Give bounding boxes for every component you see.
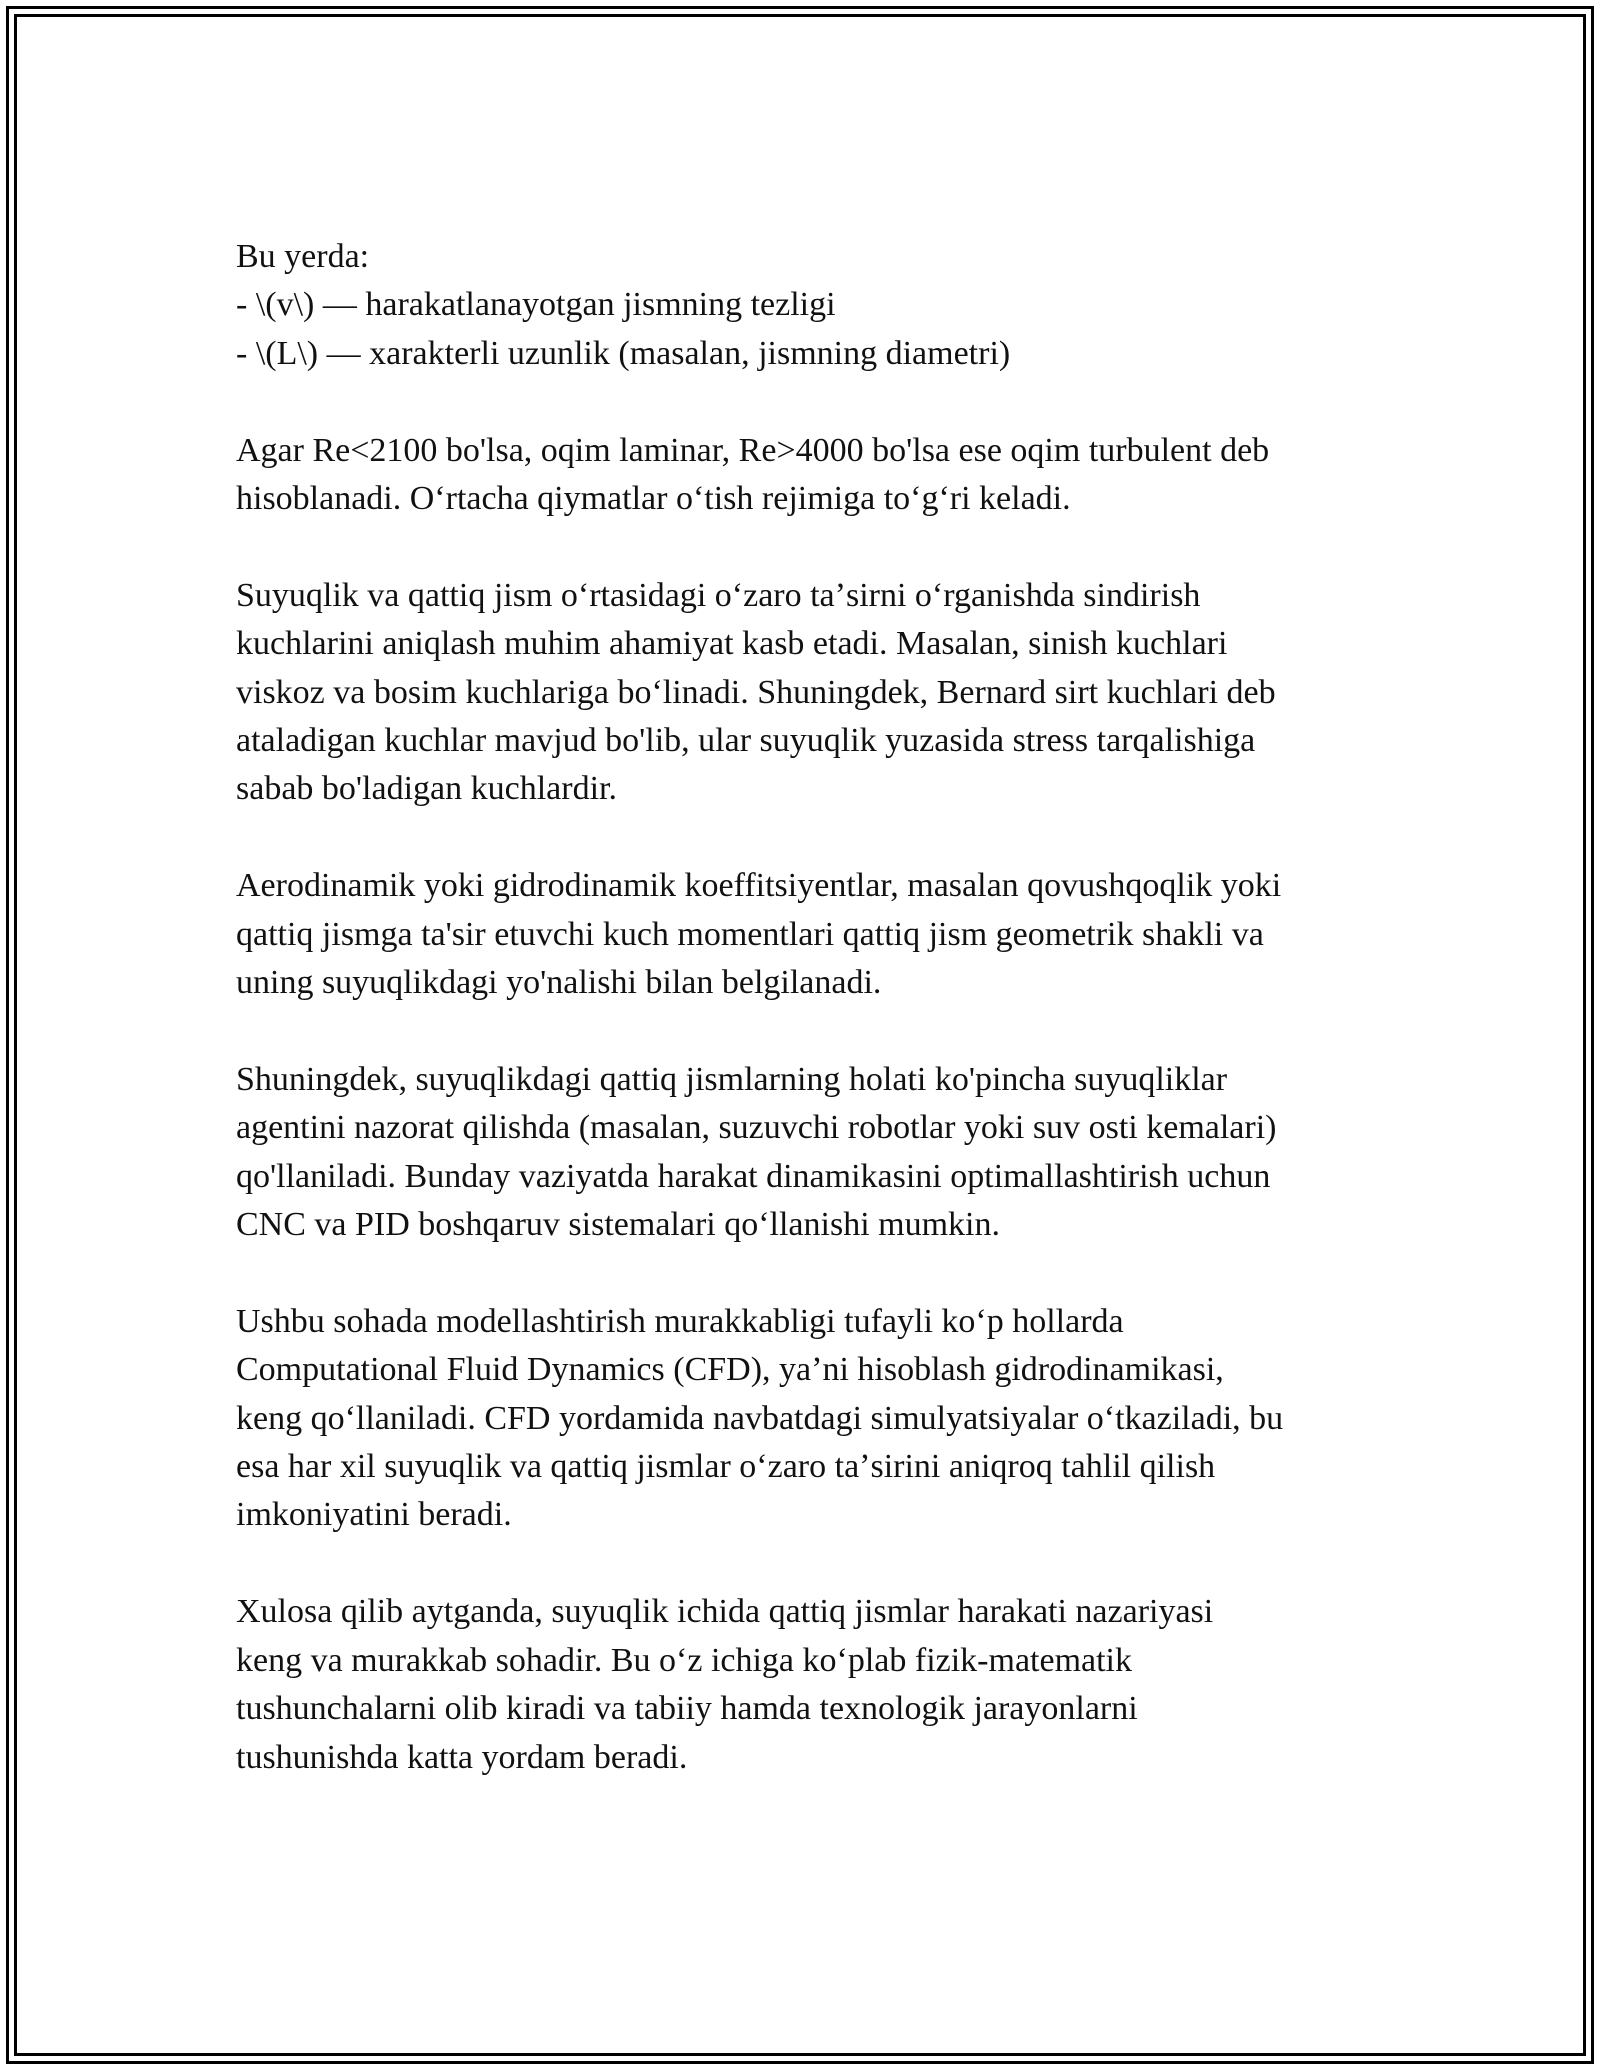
paragraph-line: Agar Re<2100 bo'lsa, oqim laminar, Re>4000 bo'lsa ese oqim turbulent deb xyxy=(236,431,1270,469)
paragraph-line: hisoblanadi. Oʻrtacha qiymatlar oʻtish rejimiga toʻgʻri keladi. xyxy=(236,480,1071,518)
paragraph-conclusion xyxy=(236,1588,1386,1782)
paragraph-line: Computational Fluid Dynamics (CFD), yaʼni hisoblash gidrodinamikasi, xyxy=(236,1351,1224,1389)
paragraph-line: tushunishda katta yordam beradi. xyxy=(236,1738,688,1776)
intro-heading: Bu yerda: xyxy=(236,238,370,275)
paragraph-line: Xulosa qilib aytganda, suyuqlik ichida qattiq jismlar harakati nazariyasi xyxy=(236,1593,1214,1631)
intro-item-velocity: - \(v\) — harakatlanayotgan jismning tezligi xyxy=(236,286,836,324)
paragraph-line: qo'llaniladi. Bunday vaziyatda harakat dinamikasini optimallashtirish uchun xyxy=(236,1157,1271,1195)
paragraph-line: kuchlarini aniqlash muhim ahamiyat kasb etadi. Masalan, sinish kuchlari xyxy=(236,625,1228,663)
paragraph-line: viskoz va bosim kuchlariga boʻlinadi. Shuningdek, Bernard sirt kuchlari deb xyxy=(236,673,1276,711)
paragraph-line: tushunchalarni olib kiradi va tabiiy hamda texnologik jarayonlarni xyxy=(236,1690,1138,1728)
paragraph-line: sabab bo'ladigan kuchlardir. xyxy=(236,770,617,808)
paragraph-forces xyxy=(236,572,1386,814)
intro-item-length: - \(L\) — xarakterli uzunlik (masalan, jismning diametri) xyxy=(236,334,1011,372)
paragraph-line: esa har xil suyuqlik va qattiq jismlar oʻzaro taʼsirini aniqroq tahlil qilish xyxy=(236,1448,1216,1486)
paragraph-line: Ushbu sohada modellashtirish murakkabligi tufayli koʻp hollarda xyxy=(236,1302,1124,1340)
paragraph-line: Shuningdek, suyuqlikdagi qattiq jismlarning holati ko'pincha suyuqliklar xyxy=(236,1060,1228,1098)
paragraph-line: agentini nazorat qilishda (masalan, suzuvchi robotlar yoki suv osti kemalari) xyxy=(236,1109,1277,1147)
paragraph-line: imkoniyatini beradi. xyxy=(236,1496,512,1534)
intro-block xyxy=(236,233,1386,378)
paragraph-reynolds xyxy=(236,427,1386,524)
paragraph-line: CNC va PID boshqaruv sistemalari qoʻllanishi mumkin. xyxy=(236,1206,1000,1244)
paragraph-line: Aerodinamik yoki gidrodinamik koeffitsiyentlar, masalan qovushqoqlik yoki xyxy=(236,867,1282,905)
paragraph-line: keng qoʻllaniladi. CFD yordamida navbatdagi simulyatsiyalar oʻtkaziladi, bu xyxy=(236,1399,1284,1437)
document-body xyxy=(236,233,1386,1830)
paragraph-coefficients xyxy=(236,862,1386,1007)
paragraph-line: Suyuqlik va qattiq jism oʻrtasidagi oʻzaro taʼsirni oʻrganishda sindirish xyxy=(236,576,1201,614)
paragraph-line: uning suyuqlikdagi yo'nalishi bilan belgilanadi. xyxy=(236,964,882,1002)
paragraph-line: ataladigan kuchlar mavjud bo'lib, ular suyuqlik yuzasida stress tarqalishiga xyxy=(236,722,1256,760)
paragraph-line: qattiq jismga ta'sir etuvchi kuch momentlari qattiq jism geometrik shakli va xyxy=(236,915,1264,953)
paragraph-cfd xyxy=(236,1298,1386,1540)
paragraph-control xyxy=(236,1056,1386,1250)
paragraph-line: keng va murakkab sohadir. Bu oʻz ichiga koʻplab fizik-matematik xyxy=(236,1641,1133,1679)
